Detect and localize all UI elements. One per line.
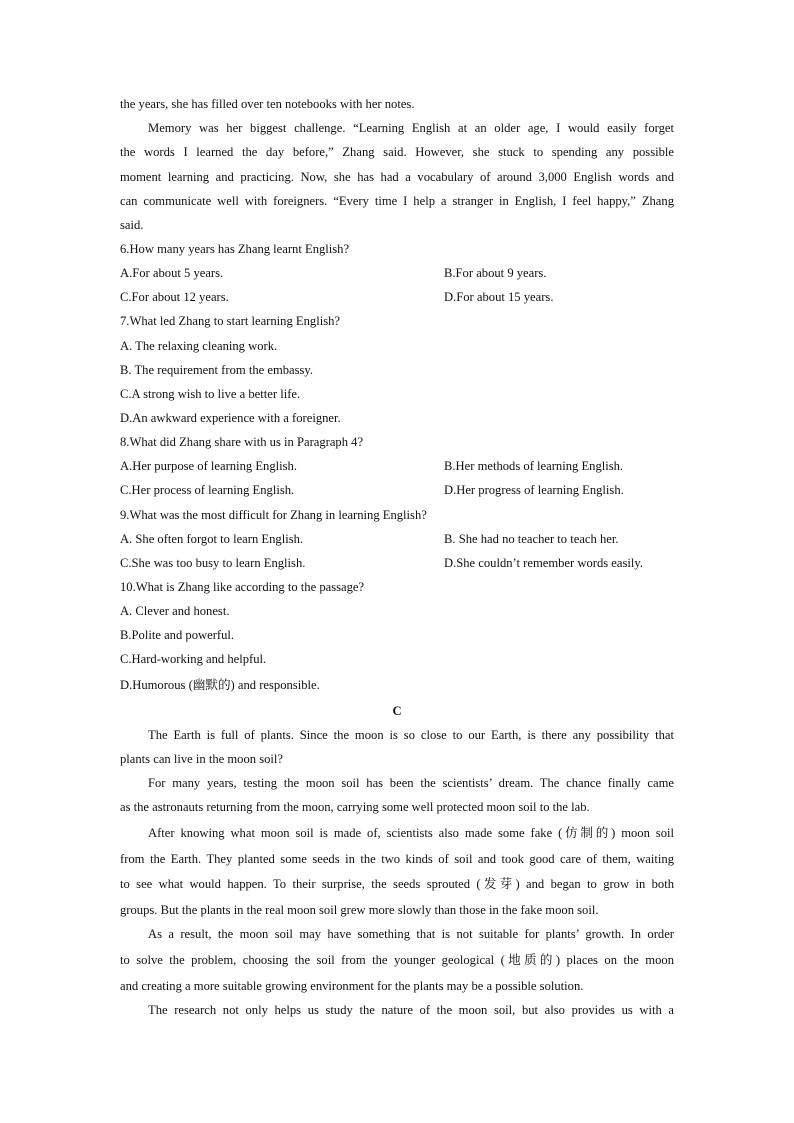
option-b: B.Polite and powerful.	[120, 628, 235, 642]
question-stem: 9.What was the most difficult for Zhang in learning English?	[120, 508, 427, 522]
option-b: B.Her methods of learning English.	[444, 459, 624, 473]
paragraph-line: the years, she has filled over ten notebooks with her notes.	[120, 97, 415, 111]
option-d: D.Her progress of learning English.	[444, 483, 624, 497]
paragraph-line: For many years, testing the moon soil has been the scientists’ dream. The chance finally came	[148, 776, 674, 790]
paragraph-line: and creating a more suitable growing environment for the plants may be a possible solution.	[120, 979, 584, 993]
option-d: D.For about 15 years.	[444, 290, 554, 304]
paragraph-line: said.	[120, 218, 144, 232]
question-stem: 8.What did Zhang share with us in Paragraph 4?	[120, 435, 364, 449]
paragraph-line: the words I learned the day before,” Zhang said. However, she stuck to spending any possible	[120, 145, 674, 159]
option-a: A. Clever and honest.	[120, 604, 230, 618]
paragraph-line: to solve the problem, choosing the soil from the younger geological (地质的) places on the moon	[120, 953, 674, 967]
option-d: D.An awkward experience with a foreigner.	[120, 411, 341, 425]
option-a: A.Her purpose of learning English.	[120, 459, 297, 473]
option-d: D.She couldn’t remember words easily.	[444, 556, 644, 570]
question-stem: 10.What is Zhang like according to the passage?	[120, 580, 365, 594]
paragraph-line: The research not only helps us study the nature of the moon soil, but also provides us with a	[148, 1003, 674, 1017]
option-a: A. She often forgot to learn English.	[120, 532, 304, 546]
option-b: B.For about 9 years.	[444, 266, 547, 280]
paragraph-line: The Earth is full of plants. Since the moon is so close to our Earth, is there any possibility that	[148, 728, 674, 742]
paragraph-line: from the Earth. They planted some seeds in the two kinds of soil and took good care of them, waiting	[120, 852, 674, 866]
option-d: D.Humorous (幽默的) and responsible.	[120, 678, 320, 692]
option-a: A. The relaxing cleaning work.	[120, 339, 278, 353]
question-stem: 6.How many years has Zhang learnt English?	[120, 242, 350, 256]
paragraph-line: Memory was her biggest challenge. “Learning English at an older age, I would easily forget	[148, 121, 674, 135]
question-stem: 7.What led Zhang to start learning English?	[120, 314, 340, 328]
paragraph-line: plants can live in the moon soil?	[120, 752, 283, 766]
option-b: B. She had no teacher to teach her.	[444, 532, 619, 546]
paragraph-line: After knowing what moon soil is made of, scientists also made some fake (仿制的) moon soil	[148, 826, 674, 840]
option-c: C.Hard-working and helpful.	[120, 652, 267, 666]
paragraph-line: to see what would happen. To their surprise, the seeds sprouted (发芽) and began to grow in both	[120, 877, 674, 891]
option-a: A.For about 5 years.	[120, 266, 224, 280]
option-c: C.She was too busy to learn English.	[120, 556, 306, 570]
section-heading: C	[392, 704, 402, 718]
paragraph-line: groups. But the plants in the real moon soil grew more slowly than those in the fake moon soil.	[120, 903, 599, 917]
option-c: C.A strong wish to live a better life.	[120, 387, 301, 401]
paragraph-line: can communicate well with foreigners. “Every time I help a stranger in English, I feel happy,” Zhang	[120, 194, 674, 208]
option-c: C.Her process of learning English.	[120, 483, 295, 497]
paragraph-line: As a result, the moon soil may have something that is not suitable for plants’ growth. In order	[148, 927, 674, 941]
paragraph-line: moment learning and practicing. Now, she has had a vocabulary of around 3,000 English words and	[120, 170, 674, 184]
option-b: B. The requirement from the embassy.	[120, 363, 314, 377]
option-c: C.For about 12 years.	[120, 290, 229, 304]
paragraph-line: as the astronauts returning from the moon, carrying some well protected moon soil to the lab.	[120, 800, 590, 814]
